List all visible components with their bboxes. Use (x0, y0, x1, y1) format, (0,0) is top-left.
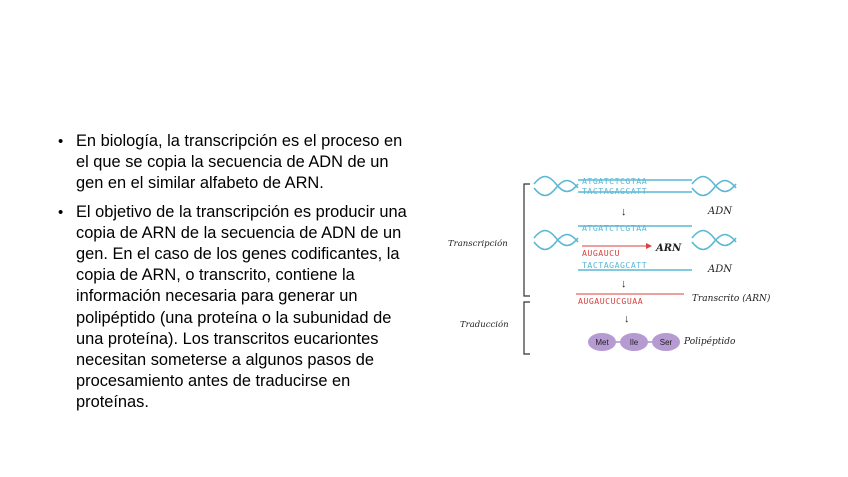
rna-arrow-head (646, 243, 652, 249)
dna-top-strand: ATGATCTCGTAA (582, 176, 648, 186)
bullet-item (56, 202, 418, 414)
transcription-diagram (446, 170, 786, 360)
rna-partial: AUGAUCU (582, 248, 621, 258)
bullet-dot: • (58, 203, 64, 221)
bullet-text: En biología, la transcripción es el proceso en el que se copia la secuencia de ADN de un gen en el similar alfabeto de ARN. (76, 132, 403, 193)
arrow-1: ↓ (621, 206, 627, 218)
bracket-transcripcion (524, 184, 530, 296)
label-traduccion: Traducción (460, 320, 509, 330)
label-adn-middle: ADN (708, 264, 732, 275)
dna-middle-bottom-strand: TACTAGAGCATT (582, 260, 648, 270)
bullet-text: El objetivo de la transcripción es producir una copia de ARN de la secuencia de ADN de un gen. En el caso de los genes codificantes, la copia de ARN, o transcrito, contiene la información necesaria para generar un polipéptido (una proteína o la subunidad de una proteína). Los transcritos eucariontes necesitan someterse a algunos pasos de procesamiento antes de traducirse en proteínas. (76, 202, 407, 412)
label-arn: ARN (656, 243, 682, 254)
rna-transcript: AUGAUCUCGUAA (578, 296, 644, 306)
dna-bottom-strand: TACTAGAGCATT (582, 186, 648, 196)
bullet-dot: • (58, 133, 64, 150)
arrow-3: ↓ (624, 313, 630, 325)
amino-acid-label: Ser (659, 338, 673, 347)
amino-acid-label: Met (595, 338, 609, 347)
dna-middle-top-strand: ATGATCTCGTAA (582, 223, 648, 233)
bullet-list (56, 131, 418, 421)
label-polipeptido: Polipéptido (684, 337, 736, 347)
bullet-item (56, 131, 418, 195)
label-transcripcion: Transcripción (448, 239, 508, 249)
arrow-2: ↓ (621, 278, 627, 290)
label-adn-top: ADN (708, 206, 732, 217)
amino-acid-label: Ile (629, 338, 639, 347)
label-transcrito: Transcrito (ARN) (692, 294, 771, 304)
diagram-svg (446, 170, 786, 360)
bracket-traduccion (524, 302, 530, 354)
